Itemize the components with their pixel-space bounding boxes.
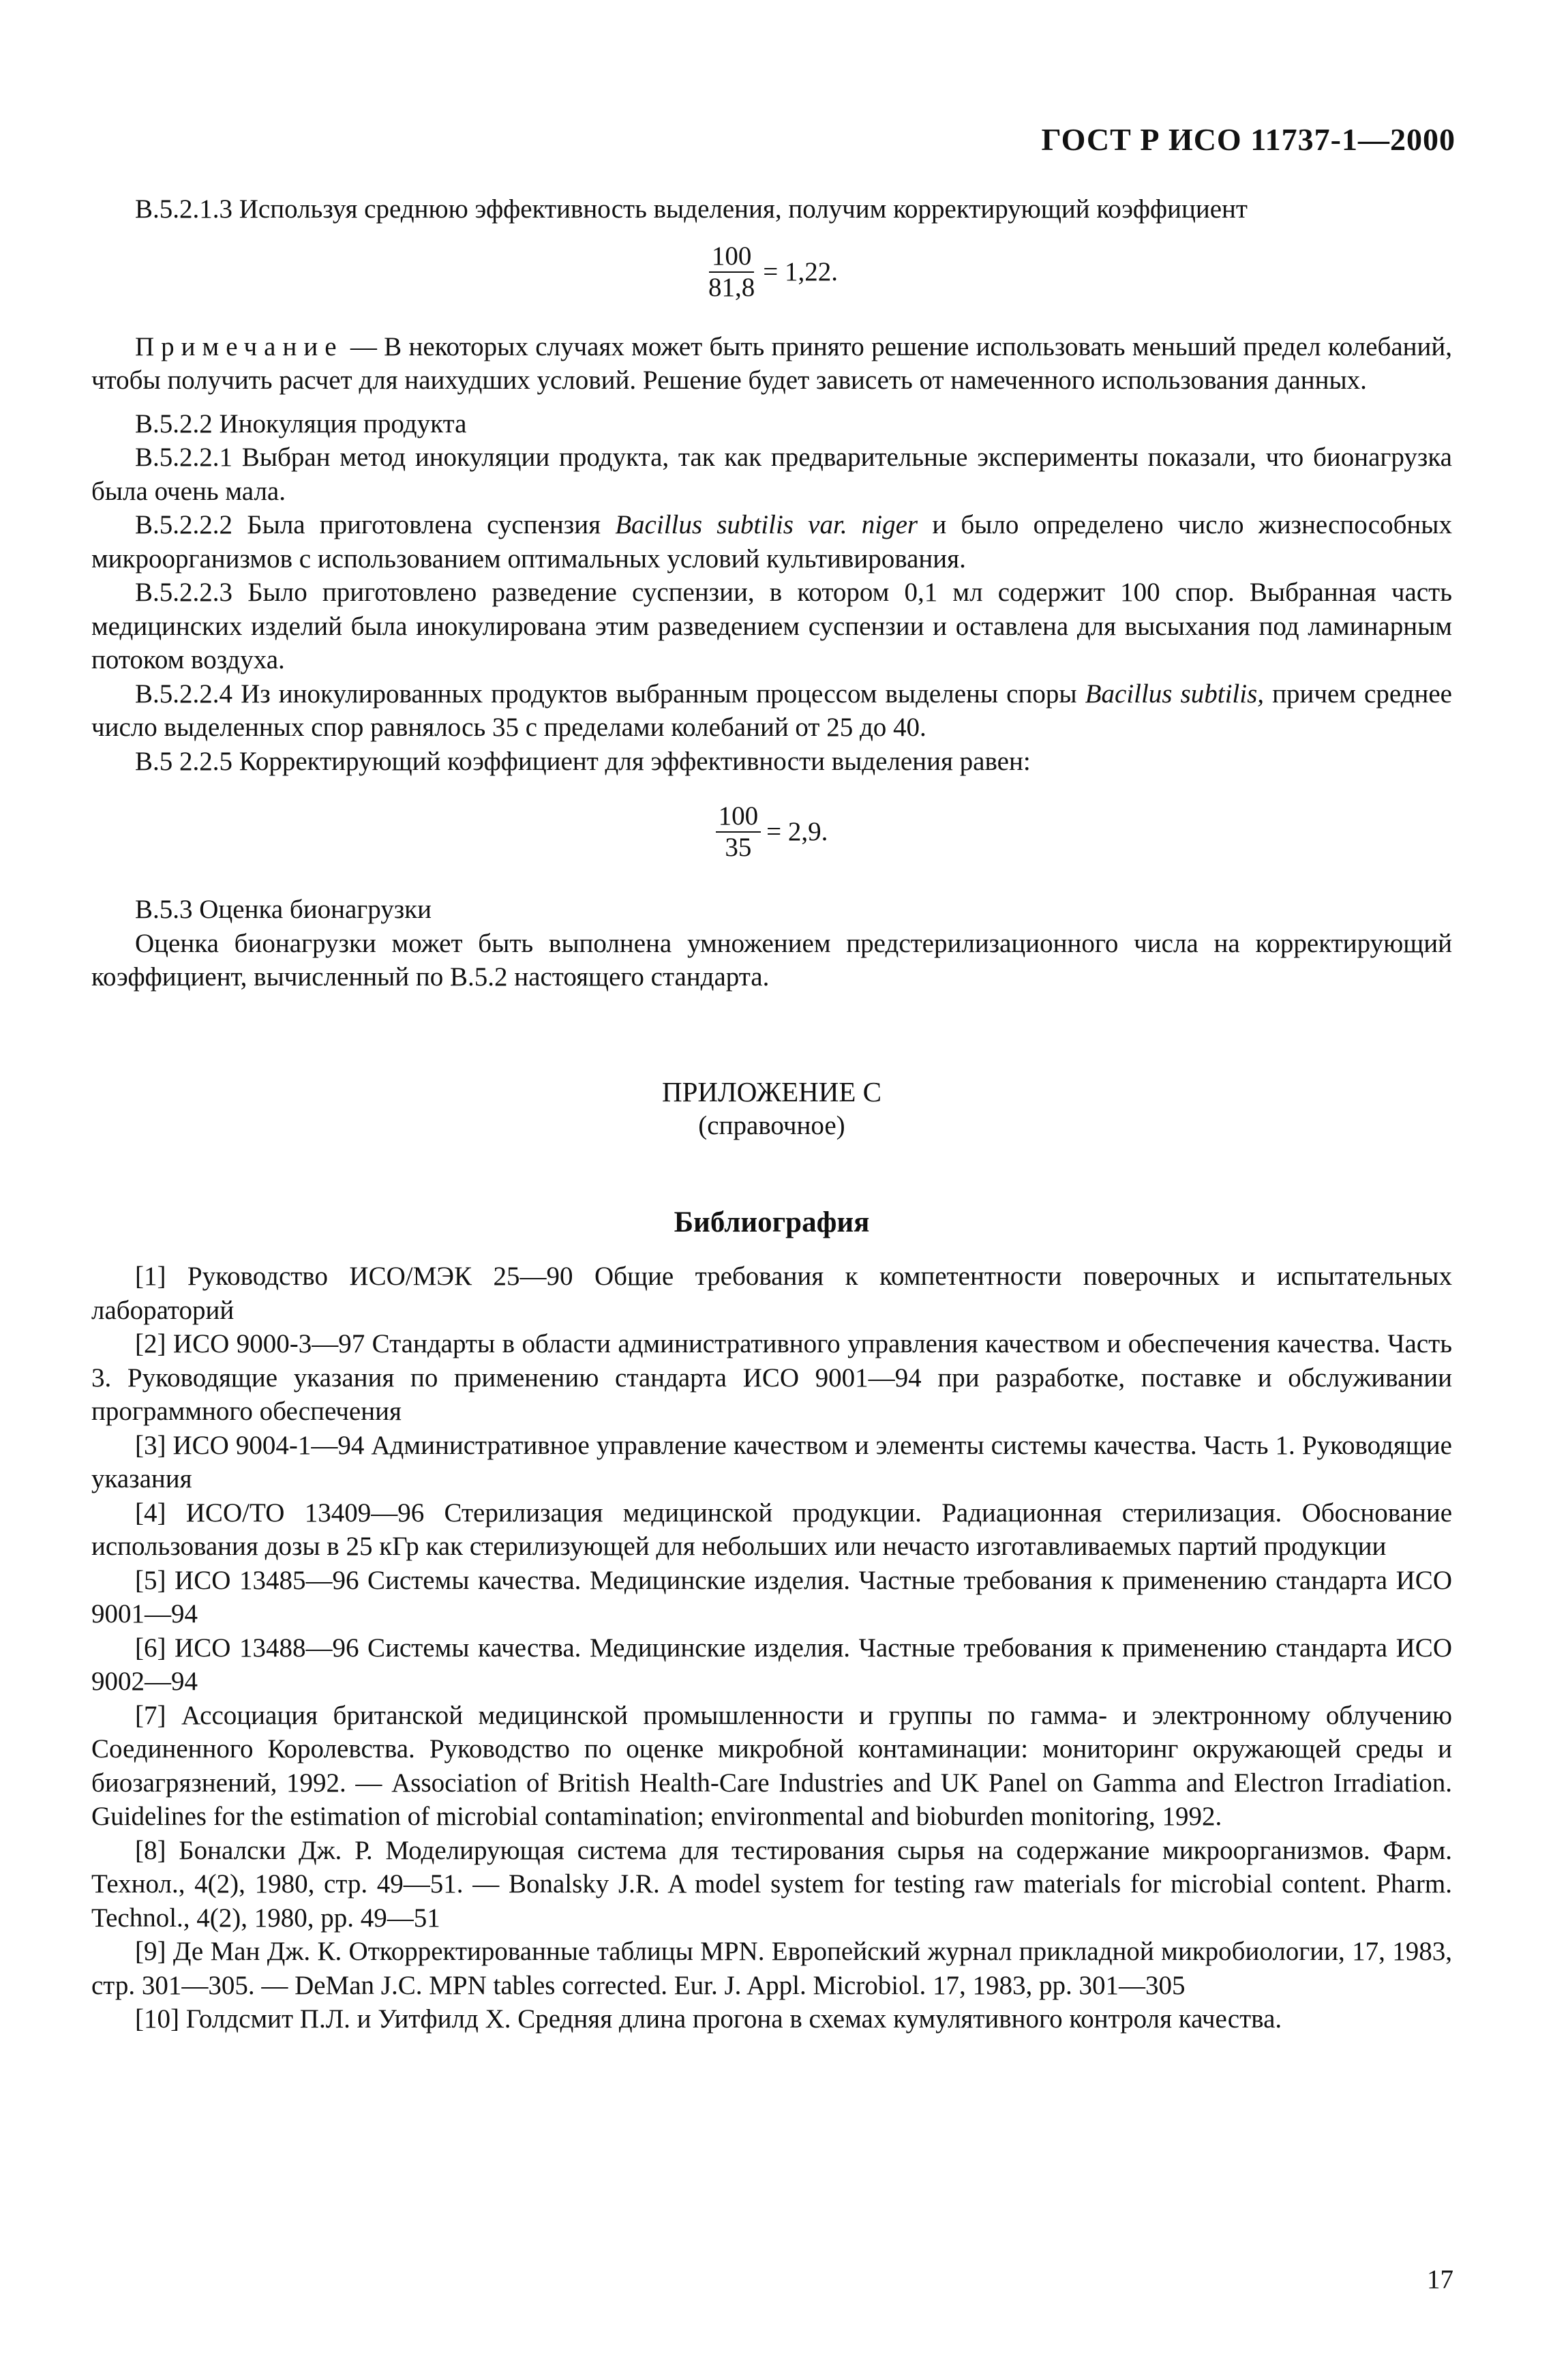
paragraph-b5221: В.5.2.2.1 Выбран метод инокуляции продукта, так как предварительные эксперименты показали, что бионагрузка была очень мала. — [91, 443, 1452, 506]
fraction-denominator: 81,8 — [708, 272, 755, 302]
text-span: и было определено число жизнеспособных микроорганизмов с использованием оптимальных условий культивирования. — [91, 510, 1452, 574]
bibliography-title: Библиография — [674, 1206, 870, 1238]
bibliography-list — [91, 1260, 1452, 2036]
text-span: В.5.2.2.4 Из инокулированных продуктов выбранным процессом выделены споры — [135, 679, 1085, 709]
page-number: 17 — [1427, 2265, 1453, 2294]
paragraph-b5213: В.5.2.1.3 Используя среднюю эффективность выделения, получим корректирующий коэффициент — [135, 194, 1248, 224]
note-text: — В некоторых случаях может быть принято решение использовать меньший предел колебаний, чтобы получить расчет для наихудших условий. Решение будет зависеть от намеченного использования данных. — [91, 331, 1452, 395]
heading-b522: В.5.2.2 Инокуляция продукта — [135, 408, 467, 438]
text-span: причем среднее число выделенных спор равнялось 35 с пределами колебаний от 25 до 40. — [91, 679, 1452, 742]
formula-result: = 2,9. — [766, 817, 828, 847]
paragraph-b5223: В.5.2.2.3 Было приготовлено разведение суспензии, в котором 0,1 мл содержит 100 спор. Выбранная часть медицинских изделий была инокулирована этим разведением суспензии и оставлена для высыхания под ламинарным потоком воздуха. — [91, 578, 1452, 674]
formula-correction-1 — [91, 241, 1452, 303]
fraction-denominator: 35 — [725, 833, 752, 862]
bibliography-item: [9] Де Ман Дж. К. Откорректированные таблицы MPN. Европейский журнал прикладной микробиологии, 17, 1983, стр. 301—305. — DeMan J.C. MPN tables corrected. Eur. J. Appl. Microbiol. 17, 1983, pp. 301—305 — [91, 1937, 1452, 2000]
appendix-title: ПРИЛОЖЕНИЕ С — [661, 1075, 882, 1107]
document-header: ГОСТ Р ИСО 11737-1—2000 — [1041, 122, 1456, 157]
paragraph-b53: Оценка бионагрузки может быть выполнена умножением предстерилизационного числа на корректирующий коэффициент, вычисленный по В.5.2 настоящего стандарта. — [91, 928, 1452, 992]
paragraph-b5225: В.5 2.2.5 Корректирующий коэффициент для эффективности выделения равен: — [135, 746, 1031, 776]
formula-correction-2 — [91, 801, 1452, 863]
bibliography-item: [8] Боналски Дж. Р. Моделирующая система для тестирования сырья на содержание микроорганизмов. Фарм. Технол., 4(2), 1980, стр. 49—51. — Bonalsky J.R. A model system for testing raw materials for microbial content. Pharm. Technol., 4(2), 1980, pp. 49—51 — [91, 1835, 1452, 1933]
fraction — [716, 801, 762, 863]
species-name: Bacillus subtilis, — [1085, 679, 1265, 709]
formula-result: = 1,22. — [763, 256, 838, 286]
fraction — [706, 241, 757, 303]
paragraph-b5224 — [91, 677, 1452, 745]
bibliography-item: [3] ИСО 9004-1—94 Административное управление качеством и элементы системы качества. Часть 1. Руководящие указания — [91, 1430, 1452, 1493]
species-name: Bacillus subtilis var. niger — [615, 510, 918, 539]
note-label: Примечание — [135, 331, 344, 361]
paragraph-b5222 — [91, 508, 1452, 576]
bibliography-item: [7] Ассоциация британской медицинской промышленности и группы по гамма- и электронному облучению Соединенного Королевства. Руководство по оценке микробной контаминации: мониторинг окружающей среды и биозагрязнений, 1992. — Association of British Health-Care Industries and UK Panel on Gamma and Electron Irradiation. Guidelines for the estimation of microbial contamination; environmental and bioburden monitoring, 1992. — [91, 1700, 1452, 1831]
bibliography-item: [6] ИСО 13488—96 Системы качества. Медицинские изделия. Частные требования к применению стандарта ИСО 9002—94 — [91, 1633, 1452, 1696]
bibliography-item: [10] Голдсмит П.Л. и Уитфилд Х. Средняя длина прогона в схемах кумулятивного контроля качества. — [135, 2004, 1282, 2034]
text-span: В.5.2.2.2 Была приготовлена суспензия — [135, 510, 616, 539]
document-body — [91, 192, 1452, 2036]
heading-b53: В.5.3 Оценка бионагрузки — [135, 895, 432, 924]
appendix-subtitle: (справочное) — [698, 1110, 845, 1140]
bibliography-item: [2] ИСО 9000-3—97 Стандарты в области административного управления качеством и обеспечения качества. Часть 3. Руководящие указания по применению стандарта ИСО 9001—94 при разработке, поставке и обслуживании программного обеспечения — [91, 1329, 1452, 1426]
bibliography-item: [5] ИСО 13485—96 Системы качества. Медицинские изделия. Частные требования к применению стандарта ИСО 9001—94 — [91, 1565, 1452, 1628]
note-paragraph — [91, 330, 1452, 398]
bibliography-item: [4] ИСО/ТО 13409—96 Стерилизация медицинской продукции. Радиационная стерилизация. Обоснование использования дозы в 25 кГр как стерилизующей для небольших или нечасто изготавливаемых партий продукции — [91, 1498, 1452, 1561]
bibliography-item: [1] Руководство ИСО/МЭК 25—90 Общие требования к компетентности поверочных и испытательных лабораторий — [91, 1262, 1452, 1325]
fraction-numerator: 100 — [709, 241, 755, 273]
fraction-numerator: 100 — [716, 801, 762, 833]
